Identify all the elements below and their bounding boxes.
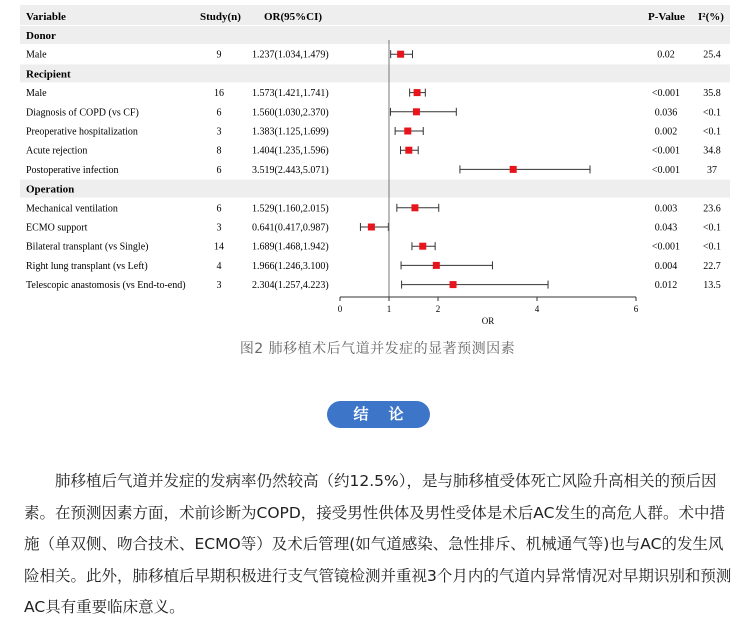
- row-p-value: 0.012: [654, 280, 678, 292]
- row-i2: 34.8: [703, 145, 721, 157]
- section-title-badge: 结论: [327, 401, 430, 428]
- row-study-n: 3: [216, 126, 222, 138]
- row-or-ci: 1.560(1.030,2.370): [252, 107, 329, 119]
- row-variable: Acute rejection: [26, 145, 88, 157]
- or-point: [397, 51, 404, 58]
- row-p-value: <0.001: [651, 241, 681, 253]
- row-i2: 23.6: [703, 203, 721, 215]
- row-variable: Postoperative infection: [26, 164, 119, 176]
- row-variable: ECMO support: [26, 222, 88, 234]
- row-p-value: <0.001: [651, 145, 681, 157]
- row-study-n: 3: [216, 222, 222, 234]
- row-or-ci: 1.383(1.125,1.699): [252, 126, 329, 138]
- or-point: [411, 204, 418, 211]
- group-label: Operation: [26, 183, 75, 196]
- row-or-ci: 2.304(1.257,4.223): [252, 280, 329, 292]
- or-point: [419, 243, 426, 250]
- row-study-n: 6: [216, 203, 222, 215]
- group-band: [20, 26, 730, 44]
- row-study-n: 16: [214, 88, 224, 100]
- x-tick-label: 4: [534, 304, 540, 314]
- row-or-ci: 1.404(1.235,1.596): [252, 145, 329, 157]
- or-point: [450, 281, 457, 288]
- or-point: [413, 108, 420, 115]
- group-label: Recipient: [26, 68, 71, 81]
- conclusion-paragraph: 肺移植后气道并发症的发病率仍然较高（约12.5%），是与肺移植受体死亡风险升高相关的预后因素。在预测因素方面，术前诊断为COPD，接受男性供体及男性受体是术后AC发生的高危人群。术中措施（单双侧、吻合技术、ECMO等）及术后管理(如气道感染、急性排斥、机械通气等)也与AC的发生风险相关。此外，肺移植后早期积极进行支气管镜检测并重视3个月内的气道内异常情况对早期识别和预测AC具有重要临床意义。: [24, 472, 732, 616]
- or-point: [405, 147, 412, 154]
- row-study-n: 6: [216, 107, 222, 119]
- row-variable: Preoperative hospitalization: [26, 126, 138, 138]
- row-or-ci: 0.641(0.417,0.987): [252, 222, 329, 234]
- group-band: [20, 64, 730, 82]
- row-variable: Male: [26, 88, 47, 100]
- x-tick-label: 1: [386, 304, 392, 314]
- row-study-n: 6: [216, 164, 222, 176]
- row-or-ci: 1.689(1.468,1.942): [252, 241, 329, 253]
- row-variable: Mechanical ventilation: [26, 203, 118, 215]
- row-p-value: 0.036: [654, 107, 678, 119]
- x-tick-label: 6: [633, 304, 639, 314]
- row-study-n: 3: [216, 280, 222, 292]
- row-or-ci: 3.519(2.443,5.071): [252, 164, 329, 176]
- row-i2: 25.4: [703, 49, 721, 61]
- row-p-value: 0.004: [654, 260, 678, 272]
- row-or-ci: 1.966(1.246,3.100): [252, 260, 329, 272]
- or-point: [414, 89, 421, 96]
- row-or-ci: 1.573(1.421,1.741): [252, 88, 329, 100]
- x-axis-label: OR: [481, 316, 495, 326]
- header-or: OR(95%CI): [264, 11, 323, 23]
- row-p-value: 0.043: [654, 222, 678, 234]
- or-point: [433, 262, 440, 269]
- row-p-value: 0.002: [654, 126, 678, 138]
- row-study-n: 4: [216, 260, 222, 272]
- row-p-value: <0.001: [651, 88, 681, 100]
- or-point: [368, 224, 375, 231]
- row-variable: Telescopic anastomosis (vs End-to-end): [26, 280, 186, 292]
- row-i2: <0.1: [702, 241, 722, 253]
- row-i2: 22.7: [703, 260, 721, 272]
- row-study-n: 8: [216, 145, 222, 157]
- header-i2: I²(%): [698, 11, 724, 23]
- row-i2: 35.8: [703, 88, 721, 100]
- x-tick-label: 2: [435, 304, 441, 314]
- or-point: [404, 128, 411, 135]
- row-variable: Right lung transplant (vs Left): [26, 260, 148, 272]
- row-i2: <0.1: [702, 126, 722, 138]
- group-label: Donor: [26, 30, 56, 42]
- row-variable: Bilateral transplant (vs Single): [26, 241, 149, 253]
- header-band: [20, 5, 730, 25]
- row-p-value: 0.02: [657, 49, 675, 61]
- row-study-n: 9: [216, 49, 222, 61]
- row-variable: Diagnosis of COPD (vs CF): [26, 107, 139, 119]
- row-p-value: 0.003: [654, 203, 678, 215]
- header-p-value: P-Value: [648, 11, 685, 23]
- row-i2: <0.1: [702, 107, 722, 119]
- x-tick-label: 0: [337, 304, 343, 314]
- row-i2: <0.1: [702, 222, 722, 234]
- or-point: [510, 166, 517, 173]
- figure-caption: 图2 肺移植术后气道并发症的显著预测因素: [239, 341, 516, 357]
- row-or-ci: 1.237(1.034,1.479): [252, 49, 329, 61]
- row-i2: 37: [707, 164, 717, 176]
- header-study: Study(n): [200, 11, 241, 23]
- group-band: [20, 180, 730, 198]
- row-or-ci: 1.529(1.160,2.015): [252, 203, 329, 215]
- header-variable: Variable: [26, 11, 66, 23]
- row-study-n: 14: [214, 241, 224, 253]
- row-p-value: <0.001: [651, 164, 681, 176]
- row-i2: 13.5: [703, 280, 721, 292]
- row-variable: Male: [26, 49, 47, 61]
